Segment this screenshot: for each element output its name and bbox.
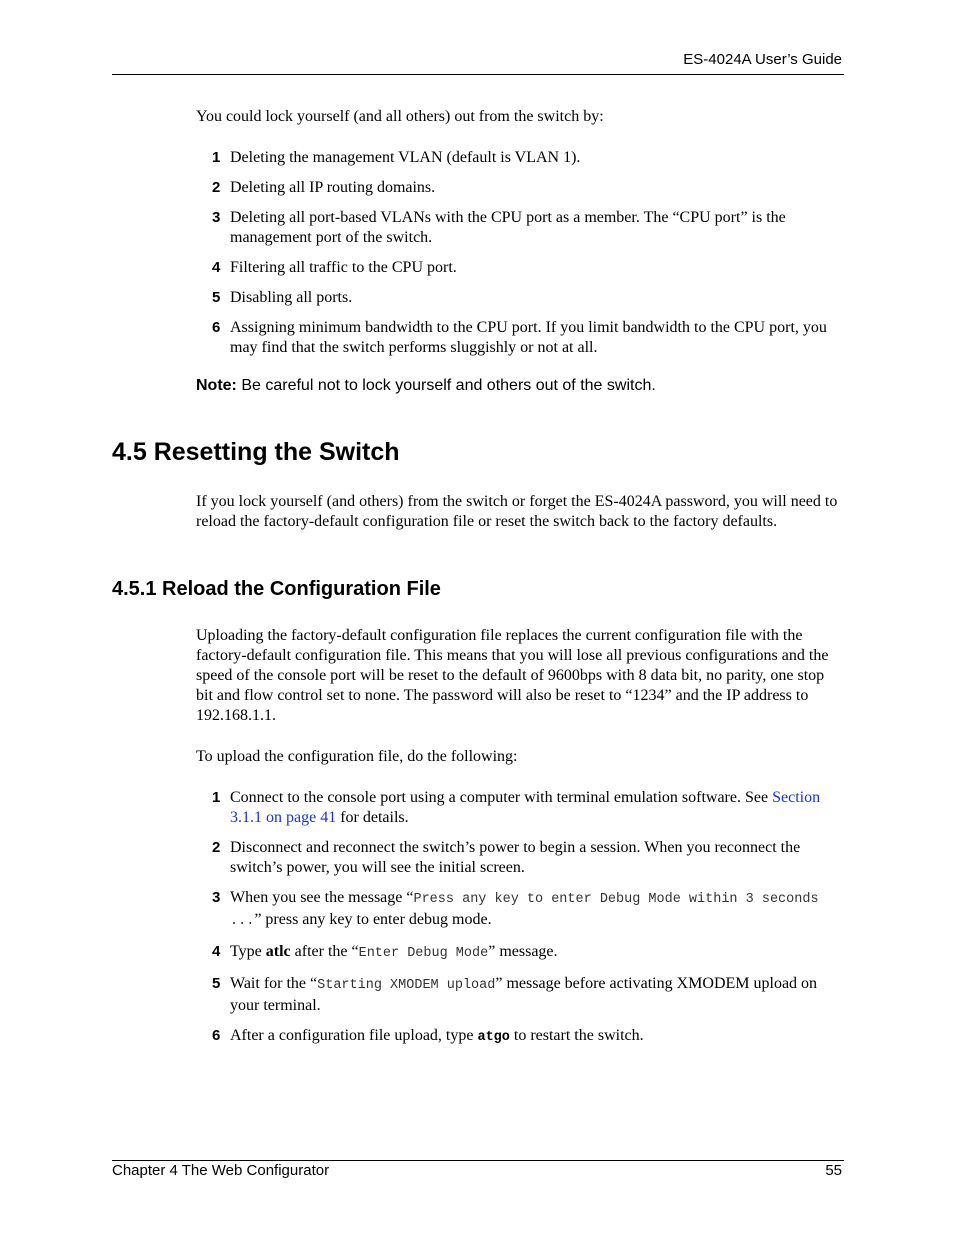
list-item bbox=[196, 208, 844, 248]
code-command: atgo bbox=[477, 1030, 510, 1045]
list-text: ” message before activating XMODEM upload on your terminal. bbox=[230, 975, 818, 1014]
list-item bbox=[196, 838, 844, 878]
list-text: after the “ bbox=[290, 943, 359, 960]
list-number: 3 bbox=[212, 889, 221, 906]
list-item bbox=[196, 258, 844, 278]
list-text: Disabling all ports. bbox=[230, 289, 353, 306]
list-item bbox=[196, 318, 844, 358]
list-text: Deleting all port-based VLANs with the CPU port as a member. The “CPU port” is the management port of the switch. bbox=[230, 209, 786, 246]
footer-chapter: Chapter 4 The Web Configurator bbox=[112, 1162, 330, 1179]
list-text: After a configuration file upload, type bbox=[230, 1027, 478, 1044]
list-number: 2 bbox=[212, 839, 221, 856]
list-text: Deleting the management VLAN (default is VLAN 1). bbox=[230, 149, 581, 166]
intro-paragraph: You could lock yourself (and all others) out from the switch by: bbox=[196, 108, 604, 125]
list-number: 1 bbox=[212, 789, 221, 806]
page-number: 55 bbox=[825, 1162, 842, 1179]
list-text: Filtering all traffic to the CPU port. bbox=[230, 259, 457, 276]
list-number: 6 bbox=[212, 319, 221, 336]
list-item bbox=[196, 888, 844, 932]
list-number: 4 bbox=[212, 943, 221, 960]
list-number: 6 bbox=[212, 1027, 221, 1044]
note-label: Note: bbox=[196, 377, 237, 394]
list-text: for details. bbox=[336, 809, 409, 826]
bold-command: atlc bbox=[265, 943, 291, 960]
list-number: 2 bbox=[212, 179, 221, 196]
note-text: Be careful not to lock yourself and others out of the switch. bbox=[236, 377, 656, 394]
list-text: Deleting all IP routing domains. bbox=[230, 179, 436, 196]
section-heading: 4.5 Resetting the Switch bbox=[112, 438, 400, 466]
list-text: Wait for the “ bbox=[230, 975, 318, 992]
list-number: 5 bbox=[212, 289, 221, 306]
code-text: Enter Debug Mode bbox=[358, 946, 489, 961]
list-item bbox=[196, 942, 844, 964]
code-text: Press any key to enter Debug Mode within 3 seconds ... bbox=[230, 892, 819, 929]
list-text: Disconnect and reconnect the switch’s power to begin a session. When you reconnect the switch’s power, you will see the initial screen. bbox=[230, 839, 801, 876]
list-item bbox=[196, 974, 844, 1016]
running-header-title: ES-4024A User’s Guide bbox=[683, 51, 842, 68]
list-number: 5 bbox=[212, 975, 221, 992]
list-text: to restart the switch. bbox=[509, 1027, 644, 1044]
list-text: ” press any key to enter debug mode. bbox=[254, 911, 492, 928]
list-text: Assigning minimum bandwidth to the CPU port. If you limit bandwidth to the CPU port, you may find that the switch performs sluggishly or not at all. bbox=[230, 319, 827, 356]
list-item bbox=[196, 288, 844, 308]
list-text: Connect to the console port using a computer with terminal emulation software. See bbox=[230, 789, 773, 806]
lockout-list bbox=[196, 148, 844, 368]
code-text: Starting XMODEM upload bbox=[317, 978, 496, 993]
list-item bbox=[196, 1026, 844, 1048]
section-cross-reference-link[interactable]: Section 3.1.1 on page 41 bbox=[230, 789, 821, 826]
upload-steps-list bbox=[196, 788, 844, 1058]
subsection-body: Uploading the factory-default configuration file replaces the current configuration file with the factory-default configuration file. This means that you will lose all previous configurations and the speed of the console port will be reset to the default of 9600bps with 8 data bit, no parity, one stop bit and flow control set to none. The password will also be reset to “1234” and the IP address to 192.168.1.1. bbox=[196, 627, 829, 724]
subsection-heading: 4.5.1 Reload the Configuration File bbox=[112, 578, 441, 600]
list-number: 3 bbox=[212, 209, 221, 226]
list-item bbox=[196, 148, 844, 168]
list-text: ” message. bbox=[488, 943, 558, 960]
steps-intro: To upload the configuration file, do the following: bbox=[196, 748, 518, 765]
header-rule bbox=[112, 74, 844, 75]
section-body: If you lock yourself (and others) from the switch or forget the ES-4024A password, you will need to reload the factory-default configuration file or reset the switch back to the factory defaults. bbox=[196, 493, 838, 530]
footer-rule bbox=[112, 1160, 844, 1161]
list-text: When you see the message “ bbox=[230, 889, 414, 906]
list-item bbox=[196, 178, 844, 198]
list-number: 4 bbox=[212, 259, 221, 276]
list-number: 1 bbox=[212, 149, 221, 166]
list-item bbox=[196, 788, 844, 828]
list-text: Type bbox=[230, 943, 266, 960]
note-callout bbox=[196, 377, 656, 395]
